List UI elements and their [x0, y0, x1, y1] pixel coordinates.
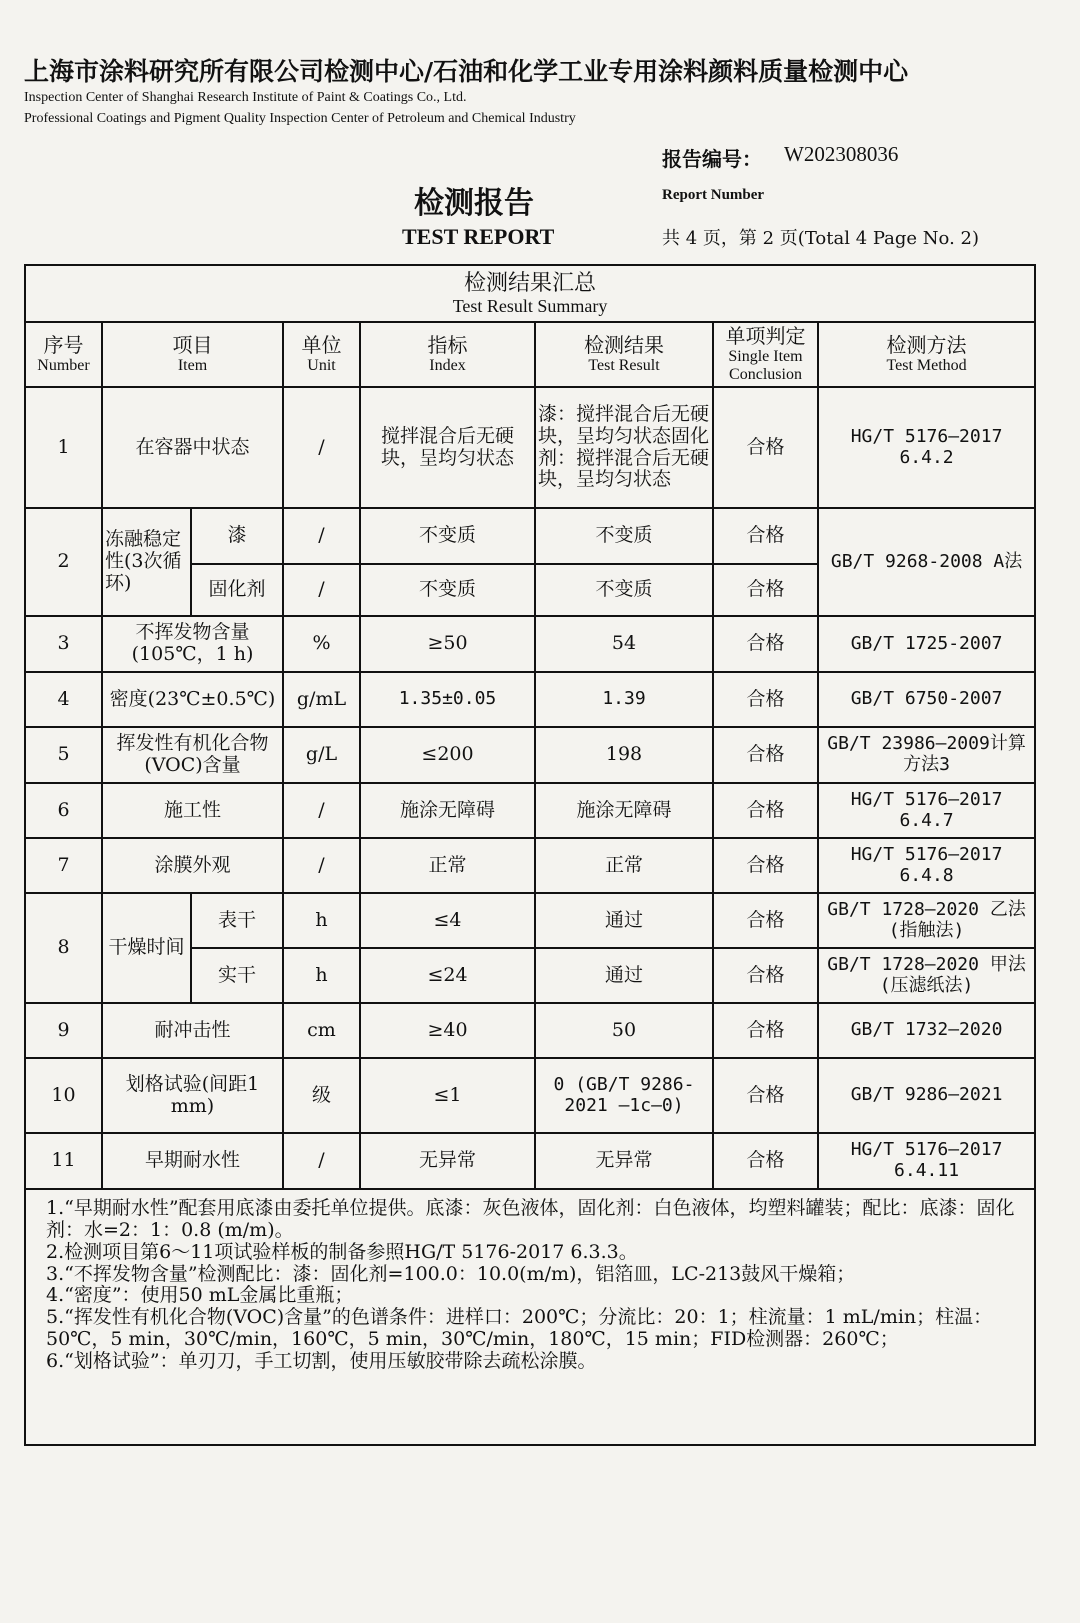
- result-table: [24, 264, 1036, 1446]
- org-name-en-1: Inspection Center of Shanghai Research Institute of Paint & Coatings Co., Ltd.: [24, 90, 467, 105]
- row-conclusion: 合格: [713, 1133, 818, 1189]
- row-item: 冻融稳定性(3次循环): [102, 508, 191, 616]
- row-result: 通过: [535, 948, 713, 1003]
- col-conclusion-cn: 单项判定: [725, 323, 806, 348]
- row-method: GB/T 23986—2009计算方法3: [818, 727, 1035, 783]
- column-header-row: [25, 322, 1035, 387]
- row-result: 198: [535, 727, 713, 783]
- row-conclusion: 合格: [713, 672, 818, 727]
- row-index: ≤1: [360, 1058, 535, 1133]
- row-conclusion: 合格: [713, 508, 818, 564]
- table-row: [25, 616, 1035, 672]
- row-result: 无异常: [535, 1133, 713, 1189]
- col-index-cn: 指标: [427, 332, 468, 357]
- row-index: 不变质: [360, 508, 535, 564]
- row-subitem: 漆: [191, 508, 283, 564]
- row-method: GB/T 9286—2021: [818, 1058, 1035, 1133]
- summary-title: [25, 265, 1035, 322]
- row-method: GB/T 1725-2007: [818, 616, 1035, 672]
- note-4: 4.“密度”：使用50 mL金属比重瓶；: [46, 1284, 354, 1307]
- row-unit: g/L: [283, 727, 360, 783]
- row-result: 施涂无障碍: [535, 783, 713, 838]
- col-unit: [283, 322, 360, 387]
- row-item: 耐冲击性: [102, 1003, 283, 1058]
- report-title-en: TEST REPORT: [402, 224, 555, 249]
- row-conclusion: 合格: [713, 727, 818, 783]
- row-item: 早期耐水性: [102, 1133, 283, 1189]
- row-number: 11: [25, 1133, 102, 1189]
- note-3: 3.“不挥发物含量”检测配比：漆：固化剂=100.0：10.0(m/m)，铝箔皿，LC-213鼓风干燥箱；: [46, 1262, 856, 1285]
- table-row: [25, 672, 1035, 727]
- row-index: ≤24: [360, 948, 535, 1003]
- note-1: 1.“早期耐水性”配套用底漆由委托单位提供。底漆：灰色液体，固化剂：白色液体，均塑料罐装；配比：底漆：固化剂：水=2：1：0.8 (m/m)。: [46, 1197, 1015, 1241]
- row-number: 6: [25, 783, 102, 838]
- row-unit: h: [283, 948, 360, 1003]
- col-unit-cn: 单位: [301, 332, 342, 357]
- row-index: ≤4: [360, 893, 535, 948]
- row-number: 7: [25, 838, 102, 893]
- row-index: ≤200: [360, 727, 535, 783]
- row-index: 1.35±0.05: [360, 672, 535, 727]
- table-row: [25, 1133, 1035, 1189]
- row-item: 涂膜外观: [102, 838, 283, 893]
- col-number: [25, 322, 102, 387]
- row-conclusion: 合格: [713, 783, 818, 838]
- row-index: 施涂无障碍: [360, 783, 535, 838]
- table-row: [25, 1058, 1035, 1133]
- col-index: [360, 322, 535, 387]
- row-item: 不挥发物含量(105℃，1 h): [102, 616, 283, 672]
- row-unit: /: [283, 508, 360, 564]
- row-conclusion: 合格: [713, 893, 818, 948]
- row-unit: %: [283, 616, 360, 672]
- report-number-value: W202308036: [784, 142, 899, 166]
- row-conclusion: 合格: [713, 616, 818, 672]
- row-method: HG/T 5176—2017 6.4.8: [818, 838, 1035, 893]
- row-result: 54: [535, 616, 713, 672]
- row-method: GB/T 9268-2008 A法: [818, 508, 1035, 616]
- row-method: GB/T 1728—2020 甲法(压滤纸法): [818, 948, 1035, 1003]
- note-6: 6.“划格试验”：单刃刀，手工切割，使用压敏胶带除去疏松涂膜。: [46, 1349, 597, 1372]
- row-number: 9: [25, 1003, 102, 1058]
- row-item: 密度(23℃±0.5℃): [102, 672, 283, 727]
- row-method: GB/T 1732—2020: [818, 1003, 1035, 1058]
- row-unit: /: [283, 838, 360, 893]
- note-5: 5.“挥发性有机化合物(VOC)含量”的色谱条件：进样口：200℃；分流比：20：1；柱流量：1 mL/min；柱温：50℃，5 min，30℃/min，160℃，5 min，30℃/min，180℃，15 min；FID检测器：260℃；: [46, 1306, 993, 1351]
- row-result: 50: [535, 1003, 713, 1058]
- row-result: 不变质: [535, 508, 713, 564]
- row-number: 5: [25, 727, 102, 783]
- row-subitem: 表干: [191, 893, 283, 948]
- notes-row: [25, 1189, 1035, 1445]
- row-index: 不变质: [360, 564, 535, 616]
- row-method: HG/T 5176—2017 6.4.7: [818, 783, 1035, 838]
- col-conclusion: [713, 322, 818, 387]
- row-index: 无异常: [360, 1133, 535, 1189]
- col-unit-en: Unit: [307, 356, 336, 374]
- row-number: 2: [25, 508, 102, 616]
- row-subitem: 实干: [191, 948, 283, 1003]
- table-row: [25, 387, 1035, 508]
- row-number: 3: [25, 616, 102, 672]
- row-method: GB/T 1728—2020 乙法(指触法): [818, 893, 1035, 948]
- row-number: 8: [25, 893, 102, 1003]
- row-result: 0 (GB/T 9286-2021 —1c—0): [535, 1058, 713, 1133]
- row-unit: 级: [283, 1058, 360, 1133]
- row-item: 划格试验(间距1 mm): [102, 1058, 283, 1133]
- row-conclusion: 合格: [713, 1058, 818, 1133]
- col-item: [102, 322, 283, 387]
- col-result-en: Test Result: [588, 356, 660, 374]
- col-number-cn: 序号: [43, 332, 84, 357]
- row-method: HG/T 5176—2017 6.4.11: [818, 1133, 1035, 1189]
- col-result: [535, 322, 713, 387]
- note-2: 2.检测项目第6～11项试验样板的制备参照HG/T 5176-2017 6.3.3。: [46, 1240, 638, 1263]
- row-result: 不变质: [535, 564, 713, 616]
- col-number-en: Number: [37, 356, 90, 374]
- row-unit: /: [283, 783, 360, 838]
- col-method: [818, 322, 1035, 387]
- row-item: 挥发性有机化合物(VOC)含量: [102, 727, 283, 783]
- row-conclusion: 合格: [713, 948, 818, 1003]
- row-method: HG/T 5176—2017 6.4.2: [818, 387, 1035, 508]
- row-item: 在容器中状态: [102, 387, 283, 508]
- row-method: GB/T 6750-2007: [818, 672, 1035, 727]
- summary-title-en: Test Result Summary: [452, 295, 608, 316]
- row-number: 1: [25, 387, 102, 508]
- org-name-en-2: Professional Coatings and Pigment Quality Inspection Center of Petroleum and Chemical Industry: [24, 111, 576, 126]
- org-name-cn: 上海市涂料研究所有限公司检测中心/石油和化学工业专用涂料颜料质量检测中心: [24, 57, 909, 86]
- row-number: 10: [25, 1058, 102, 1133]
- row-conclusion: 合格: [713, 387, 818, 508]
- row-conclusion: 合格: [713, 564, 818, 616]
- row-number: 4: [25, 672, 102, 727]
- report-number-label: 报告编号：: [662, 147, 762, 171]
- notes-cell: [25, 1189, 1035, 1445]
- row-index: ≥50: [360, 616, 535, 672]
- col-result-cn: 检测结果: [584, 332, 664, 357]
- col-conclusion-en2: Conclusion: [729, 366, 802, 383]
- row-index: ≥40: [360, 1003, 535, 1058]
- summary-row: [25, 265, 1035, 322]
- row-result: 正常: [535, 838, 713, 893]
- report-number-en: Report Number: [662, 187, 765, 203]
- col-item-en: Item: [177, 356, 208, 374]
- table-row: [25, 893, 1035, 948]
- page-info: 共 4 页，第 2 页(Total 4 Page No. 2): [662, 228, 979, 249]
- col-method-cn: 检测方法: [886, 332, 967, 357]
- row-result: 漆：搅拌混合后无硬块，呈均匀状态固化剂：搅拌混合后无硬块，呈均匀状态: [535, 387, 713, 508]
- row-item: 干燥时间: [102, 893, 191, 1003]
- table-row: [25, 727, 1035, 783]
- table-row: [25, 508, 1035, 564]
- row-result: 通过: [535, 893, 713, 948]
- table-row: [25, 838, 1035, 893]
- row-unit: /: [283, 1133, 360, 1189]
- col-method-en: Test Method: [886, 356, 967, 374]
- row-item: 施工性: [102, 783, 283, 838]
- row-unit: /: [283, 564, 360, 616]
- row-unit: g/mL: [283, 672, 360, 727]
- row-unit: h: [283, 893, 360, 948]
- col-index-en: Index: [429, 356, 466, 374]
- row-conclusion: 合格: [713, 1003, 818, 1058]
- row-index: 正常: [360, 838, 535, 893]
- row-result: 1.39: [535, 672, 713, 727]
- row-unit: /: [283, 387, 360, 508]
- row-unit: cm: [283, 1003, 360, 1058]
- row-index: 搅拌混合后无硬块，呈均匀状态: [360, 387, 535, 508]
- col-item-cn: 项目: [172, 332, 213, 357]
- summary-title-cn: 检测结果汇总: [464, 270, 597, 296]
- row-subitem: 固化剂: [191, 564, 283, 616]
- table-row: [25, 1003, 1035, 1058]
- table-row: [25, 783, 1035, 838]
- row-conclusion: 合格: [713, 838, 818, 893]
- report-title-cn: 检测报告: [414, 186, 534, 221]
- col-conclusion-en1: Single Item: [728, 347, 803, 365]
